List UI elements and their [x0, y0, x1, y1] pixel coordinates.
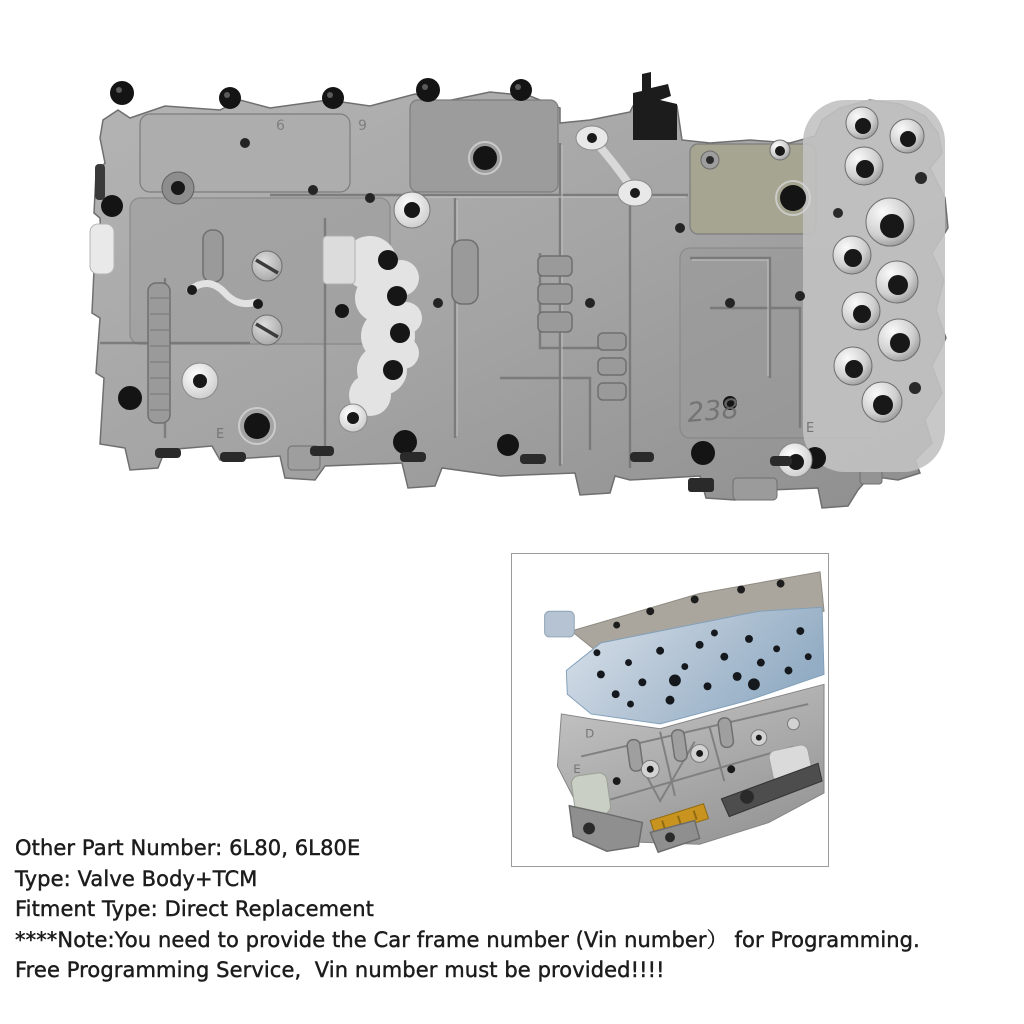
solenoid-bores	[803, 100, 945, 472]
desc-line-other-part-number: Other Part Number: 6L80, 6L80E	[15, 836, 361, 860]
embossed-letter: E	[806, 421, 815, 436]
embossed-letter-e: E	[573, 762, 581, 777]
valve-body-angled-view-illustration	[512, 554, 828, 866]
desc-line-fitment-type: Fitment Type: Direct Replacement	[15, 897, 374, 921]
main-product-photo	[70, 48, 950, 544]
inset-product-photo	[511, 553, 829, 867]
embossed-letter-d: D	[585, 726, 595, 741]
product-description	[15, 833, 1017, 986]
desc-line-note: ****Note:You need to provide the Car frame number (Vin number） for Programming.	[15, 927, 920, 952]
desc-line-type: Type: Valve Body+TCM	[15, 866, 258, 891]
embossed-digit: 9	[358, 118, 367, 134]
desc-line-programming: Free Programming Service, Vin number must be provided!!!!	[15, 958, 665, 982]
bar-bolt	[740, 790, 754, 804]
handwritten-marking: 238	[685, 393, 740, 429]
black-bracket	[633, 72, 677, 140]
embossed-letter: E	[216, 427, 225, 442]
plate-tab	[545, 611, 575, 637]
valve-body-top-view-illustration	[70, 48, 950, 544]
embossed-digit: 6	[276, 118, 285, 134]
